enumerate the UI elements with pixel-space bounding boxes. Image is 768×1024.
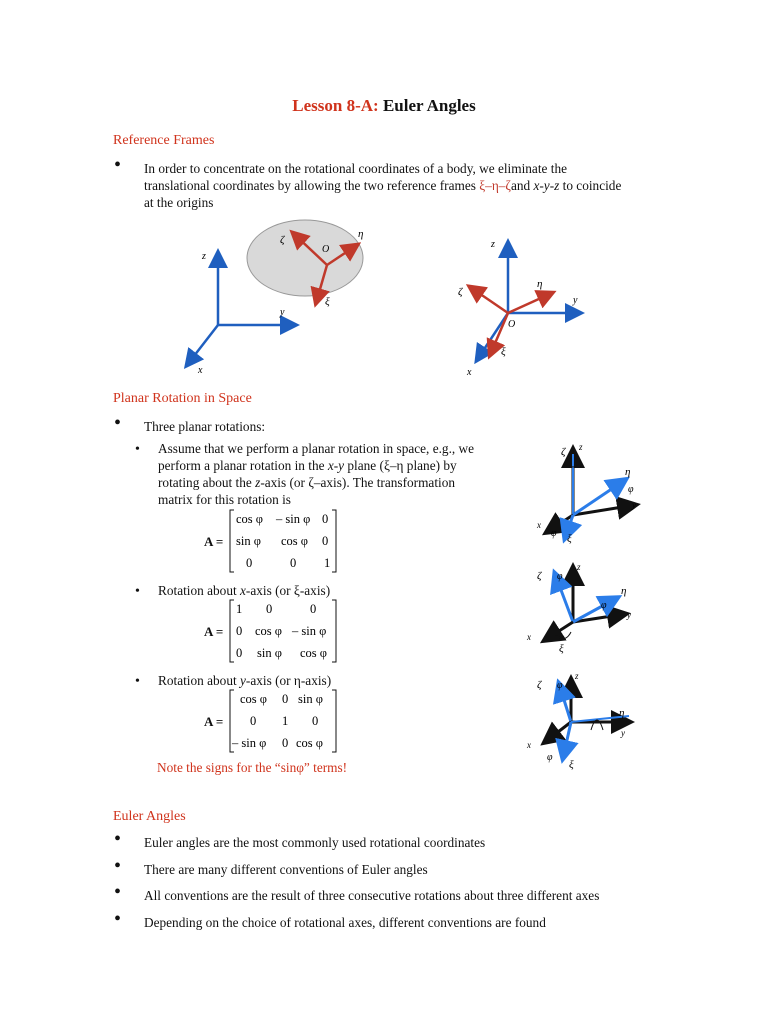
m2-r0c2: 0 <box>310 602 317 616</box>
diagram-rotation-y <box>525 670 655 780</box>
y-label: y <box>573 295 578 306</box>
symbol-run: ζ <box>308 475 314 490</box>
text-run: –axis). The transformation <box>313 475 456 490</box>
italic-run: z <box>255 475 261 490</box>
xi-label: ξ <box>325 296 330 308</box>
x-label: x <box>527 740 531 750</box>
phi-label: φ <box>628 484 634 495</box>
matrix3-label: A = <box>204 714 224 729</box>
text-run: to coincide <box>559 178 622 193</box>
text-run: -axis (or <box>260 475 309 490</box>
origin-label: O <box>508 319 516 330</box>
text-line <box>144 177 744 194</box>
zeta-label: ζ <box>537 679 542 691</box>
y-label: y <box>627 610 631 620</box>
phi-label: φ <box>601 600 607 611</box>
m3-r1c0: 0 <box>250 714 257 728</box>
bullet-dot: • <box>114 828 122 850</box>
sub-bullet-dot: • <box>135 442 140 457</box>
phi-label: φ <box>557 680 563 691</box>
z-label: z <box>491 239 495 250</box>
m3-r1c2: 0 <box>312 714 319 728</box>
m2-r1c1: cos φ <box>255 624 283 638</box>
matrix3 <box>228 688 340 754</box>
zeta-label: ζ <box>458 286 463 298</box>
text-line: matrix for this rotation is <box>158 492 291 507</box>
y-label: y <box>632 500 636 510</box>
phi-label: φ <box>557 571 563 582</box>
body-ellipse <box>247 220 363 296</box>
zeta-axis <box>470 287 508 313</box>
sub-bullet-dot: • <box>135 674 140 689</box>
text-run: Rotation about <box>158 673 240 688</box>
matrix2-label: A = <box>204 624 224 639</box>
zeta-label: ζ <box>280 234 285 246</box>
symbol-run: ξ–η <box>383 458 404 473</box>
lesson-topic: Euler Angles <box>382 96 476 115</box>
m2-r0c0: 1 <box>236 602 243 616</box>
m2-r0c1: 0 <box>266 602 273 616</box>
z-label: z <box>577 562 581 572</box>
y-label: y <box>621 728 625 738</box>
bullet-dot: • <box>114 412 122 434</box>
m3-r0c2: sin φ <box>298 692 323 706</box>
m1-r1c2: 0 <box>322 534 329 548</box>
planar-rotation-sub1 <box>158 440 498 508</box>
x-label: x <box>198 365 203 376</box>
rotation-y-text <box>158 672 331 689</box>
text-run: and <box>510 178 534 193</box>
z-label: z <box>575 671 579 681</box>
x-label: x <box>527 632 531 642</box>
text-line <box>158 457 498 474</box>
signs-note: Note the signs for the “sinφ” terms! <box>157 760 348 775</box>
diagram-rotation-z <box>525 440 655 550</box>
text-run: -axis (or <box>245 673 294 688</box>
reference-frames-text <box>144 160 744 211</box>
m1-r0c1: – sin φ <box>276 512 311 526</box>
figure-coincident-frames <box>455 235 595 380</box>
diagram-rotation-x <box>525 560 655 660</box>
euler-bullet-2: There are many different conventions of Euler angles <box>144 862 428 877</box>
symbol-run: ξ <box>293 583 300 598</box>
m3-r1c1: 1 <box>282 714 289 728</box>
figure-separate-frames <box>170 215 410 385</box>
bullet-dot: • <box>114 154 122 176</box>
planar-rotation-bullet: Three planar rotations: <box>144 419 266 434</box>
matrix1-label: A = <box>204 534 224 549</box>
origin-label: O <box>322 244 330 255</box>
x-label: x <box>467 367 472 378</box>
symbol-run: ξ–η–ζ <box>479 178 511 193</box>
italic-run: x <box>240 583 246 598</box>
x-label: x <box>537 520 541 530</box>
m3-r2c0: – sin φ <box>232 736 267 750</box>
m1-r0c2: 0 <box>322 512 329 526</box>
zeta-label: ζ <box>561 446 566 458</box>
text-line: Assume that we perform a planar rotation in space, e.g., we <box>158 441 475 456</box>
m3-r0c1: 0 <box>282 692 289 706</box>
page-title <box>0 96 768 116</box>
bullet-dot: • <box>114 881 122 903</box>
m2-r2c1: sin φ <box>257 646 282 660</box>
m3-r0c0: cos φ <box>240 692 268 706</box>
m2-r2c0: 0 <box>236 646 243 660</box>
m1-r0c0: cos φ <box>236 512 264 526</box>
eta-label: η <box>619 707 625 719</box>
m1-r1c0: sin φ <box>236 534 261 548</box>
text-run: perform a planar rotation in the <box>158 458 328 473</box>
xi-label: ξ <box>567 533 572 545</box>
text-run: plane) by <box>403 458 457 473</box>
x-axis <box>187 325 218 365</box>
m1-r2c0: 0 <box>246 556 253 570</box>
m3-r2c1: 0 <box>282 736 289 750</box>
eta-label: η <box>625 466 631 478</box>
text-line: at the origins <box>144 195 214 210</box>
italic-run: x-y-z <box>533 178 560 193</box>
phi-label: φ <box>551 528 557 539</box>
euler-bullet-3: All conventions are the result of three consecutive rotations about three different axes <box>144 888 600 903</box>
text-run: rotating about the <box>158 475 256 490</box>
eta-label: η <box>621 585 627 597</box>
matrix1-cells <box>236 512 330 570</box>
m1-r1c1: cos φ <box>281 534 309 548</box>
m2-r2c2: cos φ <box>300 646 328 660</box>
matrix2 <box>228 598 340 664</box>
bullet-dot: • <box>114 908 122 930</box>
bullet-dot: • <box>114 855 122 877</box>
m3-r2c2: cos φ <box>296 736 324 750</box>
xi-label: ξ <box>569 759 574 771</box>
text-line: In order to concentrate on the rotational coordinates of a body, we eliminate the <box>144 161 568 176</box>
lesson-number: Lesson 8-A: <box>292 96 379 115</box>
m2-r1c0: 0 <box>236 624 243 638</box>
eta-label: η <box>537 278 543 290</box>
italic-run: x-y <box>327 458 345 473</box>
heading-reference-frames: Reference Frames <box>113 133 215 148</box>
heading-planar-rotation: Planar Rotation in Space <box>113 391 252 406</box>
italic-run: y <box>240 673 246 688</box>
text-run: -axis (or <box>245 583 294 598</box>
eta-axis <box>508 293 552 313</box>
z-label: z <box>579 442 583 452</box>
text-run: -axis) <box>300 673 332 688</box>
xi-label: ξ <box>559 643 564 655</box>
m1-r2c1: 0 <box>290 556 297 570</box>
euler-bullet-4: Depending on the choice of rotational axes, different conventions are found <box>144 915 546 930</box>
sub-bullet-dot: • <box>135 584 140 599</box>
phi-label: φ <box>547 752 553 763</box>
m1-r2c2: 1 <box>324 556 331 570</box>
m2-r1c2: – sin φ <box>292 624 327 638</box>
text-run: -axis) <box>299 583 331 598</box>
text-run: translational coordinates by allowing the two reference frames <box>144 178 480 193</box>
matrix1 <box>228 508 340 574</box>
text-run: plane ( <box>344 458 384 473</box>
zeta-label: ζ <box>537 570 542 582</box>
y-label: y <box>280 307 285 318</box>
euler-bullet-1: Euler angles are the most commonly used rotational coordinates <box>144 835 486 850</box>
eta-label: η <box>358 228 364 240</box>
text-run: Rotation about <box>158 583 240 598</box>
xi-label: ξ <box>501 346 506 358</box>
heading-euler-angles: Euler Angles <box>113 809 186 824</box>
rotation-x-text <box>158 582 330 599</box>
text-line <box>158 474 498 491</box>
z-label: z <box>202 251 206 262</box>
symbol-run: η <box>293 673 301 688</box>
